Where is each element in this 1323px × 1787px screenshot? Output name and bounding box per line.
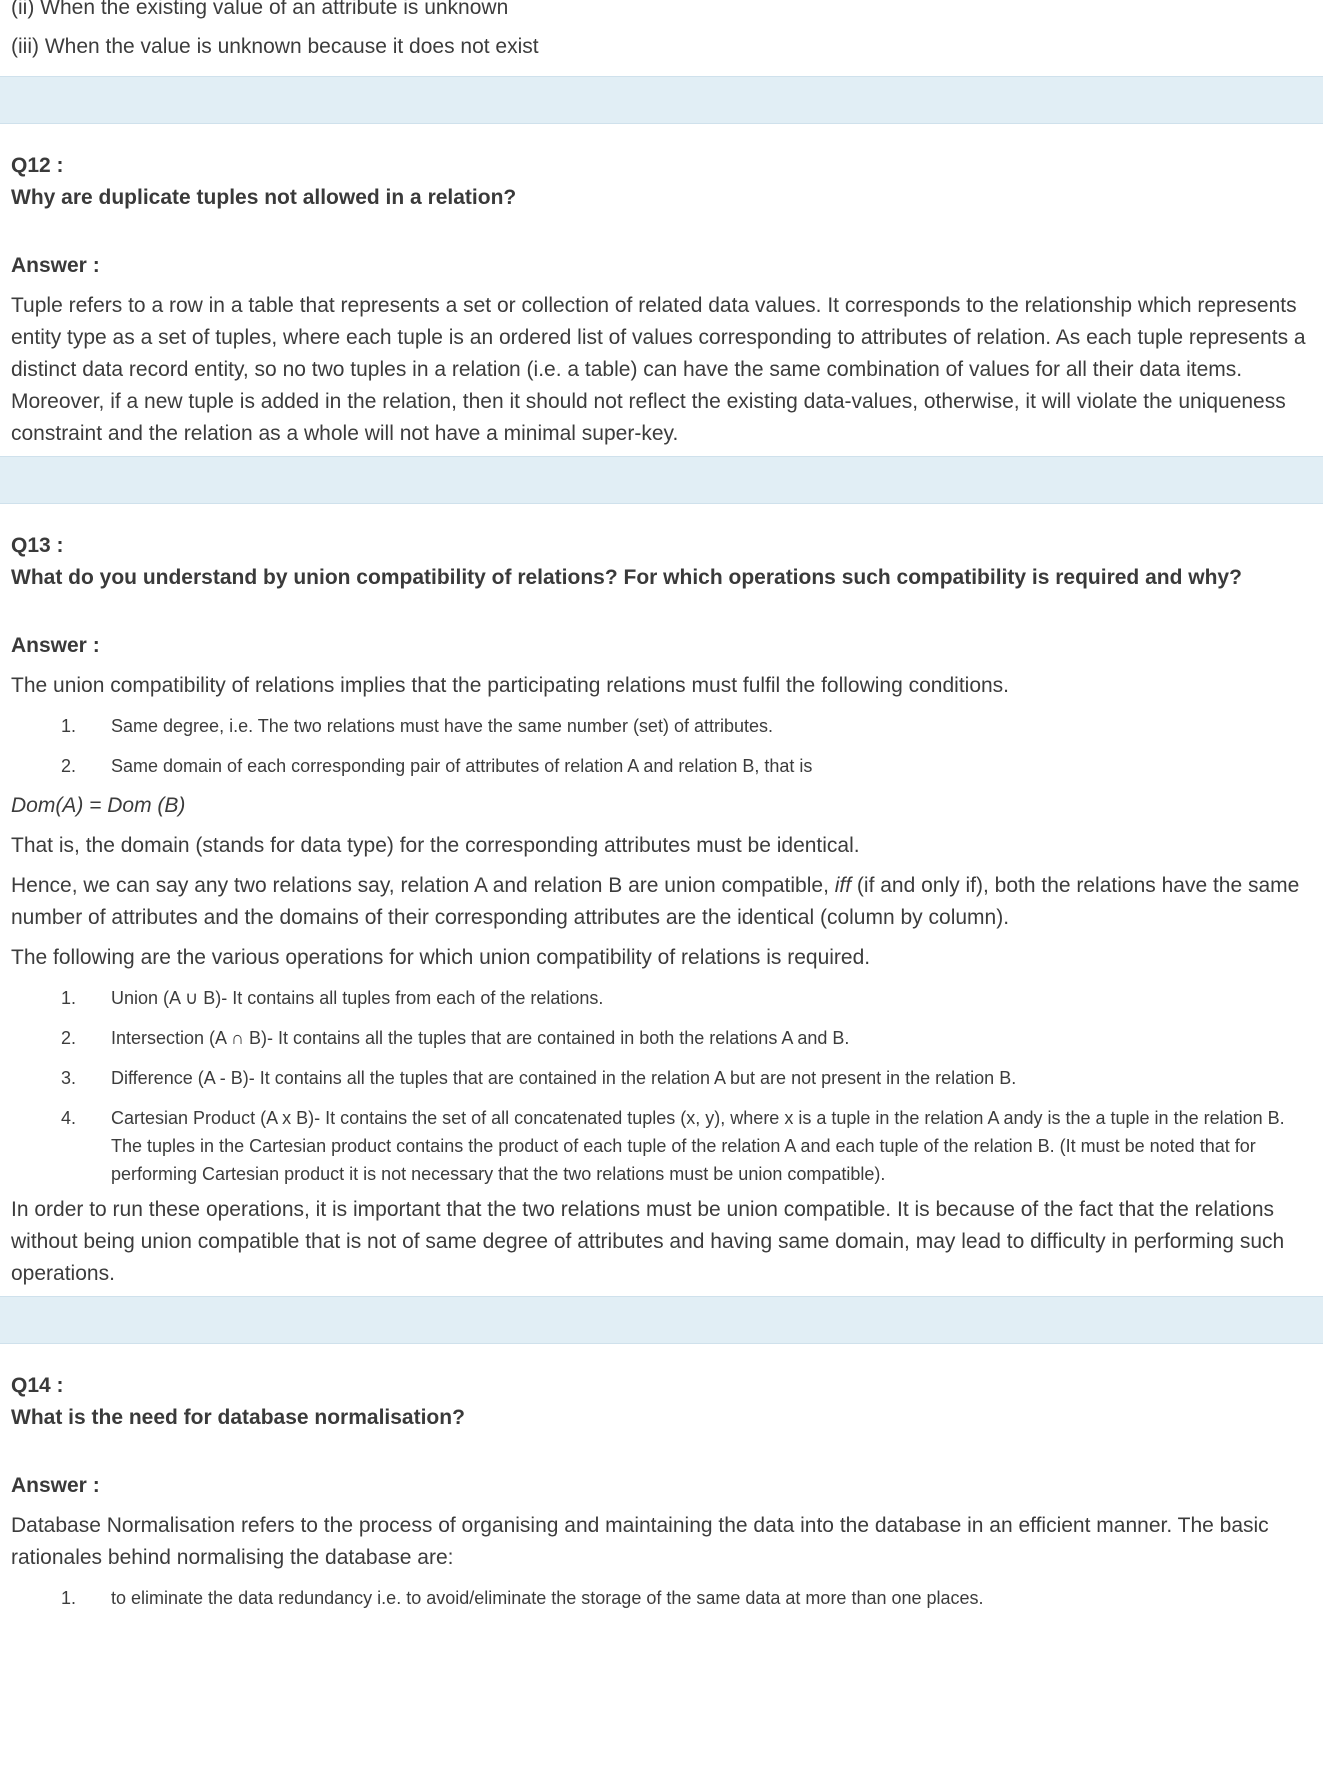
domain-note: That is, the domain (stands for data type) for the corresponding attributes must be identical. (11, 834, 860, 857)
hence-iff: iff (834, 874, 852, 897)
list-text: Intersection (A ∩ B)- It contains all the tuples that are contained in both the relations A and B. (111, 1028, 850, 1048)
section-divider (0, 1296, 1323, 1344)
question-number: Q14 : (11, 1374, 64, 1397)
list-item (11, 1102, 1316, 1188)
list-item (11, 750, 1316, 782)
list-number: 4. (61, 1108, 77, 1128)
list-text: Same degree, i.e. The two relations must have the same number (set) of attributes. (111, 716, 773, 736)
list-number: 1. (61, 716, 77, 736)
hence-text-post: (if and only if), both the relations have the same number of attributes and the domains of their corresponding attributes are the identical (column by column). (11, 874, 1300, 929)
list-text: Cartesian Product (A x B)- It contains the set of all concatenated tuples (x, y), where x is a tuple in the relation A andy is the a tuple in the relation B. The tuples in the Cartesian product contains the product of each tuple of the relation A and each tuple of the relation B. (It must be noted that for performing Cartesian product it is not necessary that the two relations must be union compatible). (111, 1108, 1285, 1184)
question-text: What is the need for database normalisation? (11, 1406, 465, 1429)
section-divider (0, 76, 1323, 124)
list-item (11, 710, 1316, 742)
section-divider (0, 456, 1323, 504)
list-text: Difference (A - B)- It contains all the tuples that are contained in the relation A but are not present in the relation B. (111, 1068, 1017, 1088)
question-text: Why are duplicate tuples not allowed in a relation? (11, 186, 517, 209)
list-text: to eliminate the data redundancy i.e. to avoid/eliminate the storage of the same data at more than one places. (111, 1588, 984, 1608)
answer-label: Answer : (11, 1474, 100, 1497)
question-text: What do you understand by union compatibility of relations? For which operations such compatibility is required and why? (11, 566, 1242, 589)
answer-label: Answer : (11, 634, 100, 657)
conditions-list (11, 710, 1316, 782)
list-number: 3. (61, 1068, 77, 1088)
conclusion-text: In order to run these operations, it is important that the two relations must be union compatible. It is because of the fact that the relations without being union compatible that is not of same degree of attributes and having same domain, may lead to difficulty in performing such operations. (11, 1198, 1285, 1285)
answer-text: Database Normalisation refers to the process of organising and maintaining the data into the database in an efficient manner. The basic rationales behind normalising the database are: (11, 1514, 1269, 1569)
hence-text-pre: Hence, we can say any two relations say, relation A and relation B are union compatible, (11, 874, 835, 897)
list-number: 1. (61, 988, 77, 1008)
answer-intro: The union compatibility of relations implies that the participating relations must fulfil the following conditions. (11, 674, 1010, 697)
question-number: Q12 : (11, 154, 64, 177)
list-number: 2. (61, 756, 77, 776)
list-item (11, 1022, 1316, 1054)
list-item (11, 982, 1316, 1014)
list-text: Union (A ∪ B)- It contains all tuples from each of the relations. (111, 988, 604, 1008)
answer-text: Tuple refers to a row in a table that represents a set or collection of related data values. It corresponds to the relationship which represents entity type as a set of tuples, where each tuple is an ordered list of values corresponding to attributes of relation. As each tuple represents a distinct data record entity, so no two tuples in a relation (i.e. a table) can have the same combination of values for all their data items. Moreover, if a new tuple is added in the relation, then it should not reflect the existing data-values, otherwise, it will violate the uniqueness constraint and the relation as a whole will not have a minimal super-key. (11, 294, 1306, 445)
list-item (11, 1062, 1316, 1094)
question-q12 (11, 150, 1316, 450)
list-number: 2. (61, 1028, 77, 1048)
question-q14 (11, 1370, 1316, 1614)
top-line-iii: (iii) When the value is unknown because it does not exist (11, 35, 539, 58)
hence-paragraph (11, 870, 1316, 934)
domain-formula: Dom(A) = Dom (B) (11, 794, 186, 817)
answer-label: Answer : (11, 254, 100, 277)
operations-list (11, 982, 1316, 1188)
reasons-list (11, 1582, 1316, 1614)
top-line-ii: (ii) When the existing value of an attribute is unknown (11, 0, 509, 19)
list-text: Same domain of each corresponding pair of attributes of relation A and relation B, that is (111, 756, 813, 776)
list-number: 1. (61, 1588, 77, 1608)
list-item (11, 1582, 1316, 1614)
question-number: Q13 : (11, 534, 64, 557)
operations-intro: The following are the various operations for which union compatibility of relations is required. (11, 946, 871, 969)
question-q13 (11, 530, 1316, 1290)
